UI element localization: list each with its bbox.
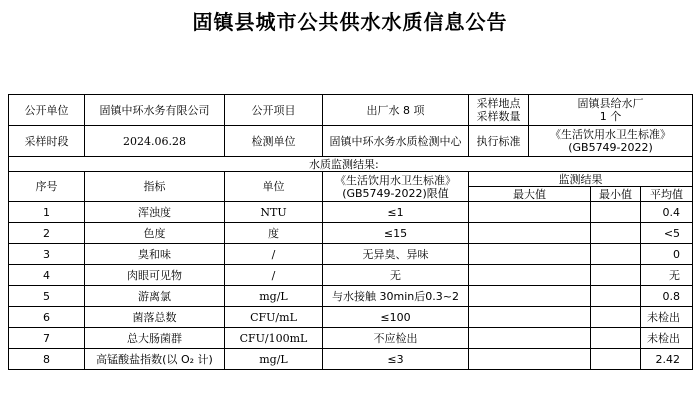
results-caption: 水质监测结果:	[9, 157, 693, 172]
standard-value	[529, 126, 693, 157]
row-unit: NTU	[225, 202, 323, 223]
row-limit: ≤100	[323, 307, 469, 328]
table-row	[9, 286, 693, 307]
standard-value-line2: (GB5749-2022)	[568, 141, 653, 154]
row-unit: /	[225, 265, 323, 286]
table-row	[9, 307, 693, 328]
item-value: 出厂水 8 项	[323, 95, 469, 126]
row-index: 1	[9, 202, 85, 223]
col-header-limit	[323, 172, 469, 202]
row-avg: 2.42	[641, 349, 693, 370]
row-max	[469, 328, 591, 349]
table-row	[9, 223, 693, 244]
col-header-limit-line1: 《生活饮用水卫生标准》	[335, 173, 456, 187]
standard-value-line1: 《生活饮用水卫生标准》	[550, 128, 672, 141]
row-unit: mg/L	[225, 349, 323, 370]
lab-label: 检测单位	[225, 126, 323, 157]
row-limit: ≤3	[323, 349, 469, 370]
row-unit: CFU/mL	[225, 307, 323, 328]
col-header-monitoring: 监测结果	[469, 172, 693, 187]
water-quality-table	[8, 94, 693, 370]
results-caption-row	[9, 157, 693, 172]
row-index: 4	[9, 265, 85, 286]
location-value: 固镇县给水厂	[577, 97, 644, 110]
row-unit: 度	[225, 223, 323, 244]
row-unit: CFU/100mL	[225, 328, 323, 349]
row-max	[469, 244, 591, 265]
row-indicator: 臭和味	[85, 244, 225, 265]
row-index: 2	[9, 223, 85, 244]
col-header-max: 最大值	[469, 187, 591, 202]
row-min	[591, 328, 641, 349]
period-label: 采样时段	[9, 126, 85, 157]
row-max	[469, 286, 591, 307]
row-indicator: 总大肠菌群	[85, 328, 225, 349]
row-max	[469, 223, 591, 244]
column-header-row-1	[9, 172, 693, 187]
row-avg: 未检出	[641, 307, 693, 328]
row-avg: 0	[641, 244, 693, 265]
period-value: 2024.06.28	[85, 126, 225, 157]
row-avg: 未检出	[641, 328, 693, 349]
row-indicator: 色度	[85, 223, 225, 244]
row-index: 7	[9, 328, 85, 349]
row-limit: 无异臭、异味	[323, 244, 469, 265]
standard-label: 执行标准	[469, 126, 529, 157]
row-avg: 0.8	[641, 286, 693, 307]
row-indicator: 肉眼可见物	[85, 265, 225, 286]
row-limit: 无	[323, 265, 469, 286]
row-limit: ≤1	[323, 202, 469, 223]
quantity-value: 1 个	[599, 110, 622, 123]
row-indicator: 游离氯	[85, 286, 225, 307]
table-row	[9, 202, 693, 223]
row-min	[591, 223, 641, 244]
table-row	[9, 349, 693, 370]
quantity-label: 采样数量	[476, 110, 521, 123]
row-avg: 0.4	[641, 202, 693, 223]
row-index: 5	[9, 286, 85, 307]
table-body	[9, 95, 693, 370]
location-quantity-value	[529, 95, 693, 126]
row-avg: <5	[641, 223, 693, 244]
lab-value: 固镇中环水务水质检测中心	[323, 126, 469, 157]
row-indicator: 高锰酸盐指数(以 O₂ 计)	[85, 349, 225, 370]
row-max	[469, 202, 591, 223]
row-limit: ≤15	[323, 223, 469, 244]
table-row	[9, 328, 693, 349]
location-label: 采样地点	[476, 97, 521, 110]
row-min	[591, 202, 641, 223]
row-max	[469, 307, 591, 328]
row-min	[591, 286, 641, 307]
col-header-limit-line2: (GB5749-2022)限值	[342, 186, 449, 200]
publisher-label: 公开单位	[9, 95, 85, 126]
row-limit: 不应检出	[323, 328, 469, 349]
item-label: 公开项目	[225, 95, 323, 126]
location-quantity-label	[469, 95, 529, 126]
header-row-period	[9, 126, 693, 157]
col-header-indicator: 指标	[85, 172, 225, 202]
row-max	[469, 349, 591, 370]
row-index: 6	[9, 307, 85, 328]
row-indicator: 浑浊度	[85, 202, 225, 223]
row-unit: /	[225, 244, 323, 265]
row-max	[469, 265, 591, 286]
table-row	[9, 244, 693, 265]
row-avg: 无	[641, 265, 693, 286]
header-row-publisher	[9, 95, 693, 126]
row-index: 8	[9, 349, 85, 370]
row-min	[591, 265, 641, 286]
publisher-value: 固镇中环水务有限公司	[85, 95, 225, 126]
row-limit: 与水接触 30min后0.3~2	[323, 286, 469, 307]
page-title: 固镇县城市公共供水水质信息公告	[192, 10, 508, 34]
row-min	[591, 244, 641, 265]
col-header-unit: 单位	[225, 172, 323, 202]
col-header-avg: 平均值	[641, 187, 693, 202]
table-row	[9, 265, 693, 286]
row-min	[591, 349, 641, 370]
row-unit: mg/L	[225, 286, 323, 307]
col-header-min: 最小值	[591, 187, 641, 202]
row-indicator: 菌落总数	[85, 307, 225, 328]
row-min	[591, 307, 641, 328]
row-index: 3	[9, 244, 85, 265]
col-header-index: 序号	[9, 172, 85, 202]
